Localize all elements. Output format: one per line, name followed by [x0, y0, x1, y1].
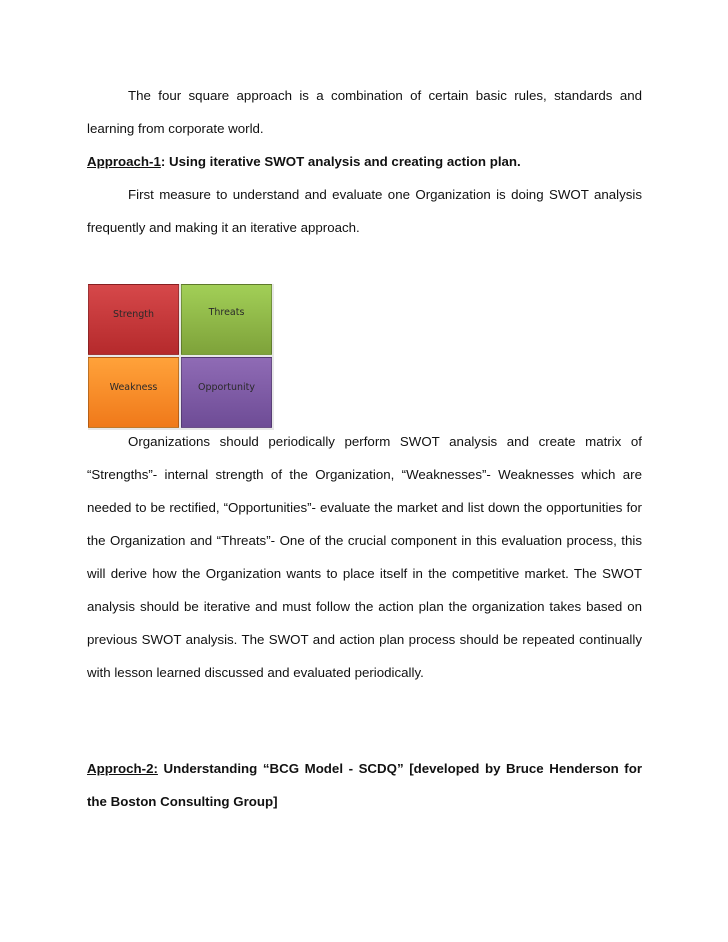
swot-threats-label: Threats — [208, 307, 245, 318]
approach-1-label: Approach-1 — [87, 154, 161, 169]
approach-1-heading — [87, 145, 647, 178]
approach-2-label: Approch-2: — [87, 761, 158, 776]
approach-2-title: Understanding “BCG Model - SCDQ” [developed by Bruce Henderson for the Boston Consulting Group] — [87, 761, 642, 809]
swot-threats-quadrant — [181, 284, 272, 355]
swot-weakness-label: Weakness — [109, 382, 158, 393]
swot-opportunity-quadrant — [181, 357, 272, 428]
approach-2-heading — [87, 752, 642, 818]
swot-strength-label: Strength — [112, 309, 155, 320]
swot-diagram — [88, 284, 274, 430]
swot-opportunity-label: Opportunity — [197, 382, 255, 393]
approach-1-title: : Using iterative SWOT analysis and creating action plan. — [160, 154, 521, 169]
swot-explanation-paragraph: Organizations should periodically perform SWOT analysis and create matrix of “Strengths”- internal strength of the Organization, “Weaknesses”- Weaknesses which are needed to be rectified, “Opportunities”- evaluate the market and list down the opportunities for the Organization and “Threats”- One of the crucial component in this evaluation process, this will derive how the Organization wants to place itself in the competitive market. The SWOT analysis should be iterative and must follow the action plan the organization takes based on previous SWOT analysis. The SWOT and action plan process should be repeated continually with lesson learned discussed and evaluated periodically. — [87, 434, 642, 680]
swot-strength-quadrant — [88, 284, 179, 355]
intro-paragraph: The four square approach is a combination of certain basic rules, standards and learning from corporate world. — [87, 88, 642, 136]
measure-paragraph: First measure to understand and evaluate one Organization is doing SWOT analysis frequently and making it an iterative approach. — [87, 187, 642, 235]
swot-weakness-quadrant — [88, 357, 179, 428]
